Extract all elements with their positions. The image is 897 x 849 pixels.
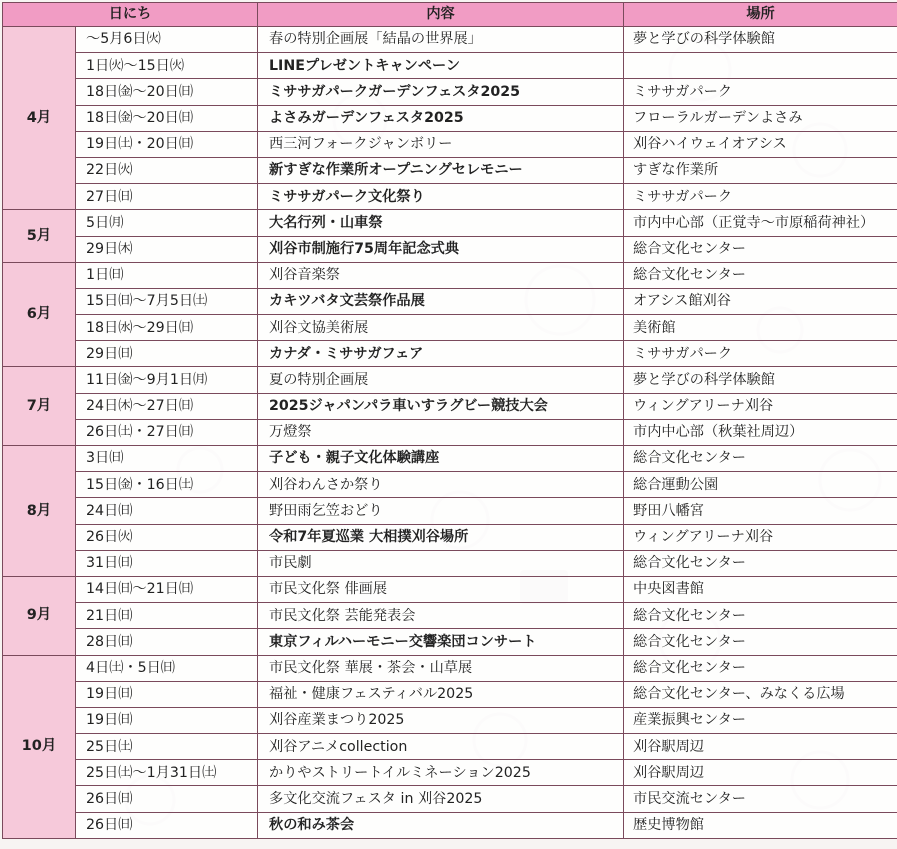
table-row (3, 603, 897, 629)
event-date: 14日㈰～21日㈰ (76, 576, 258, 602)
event-content: 新すぎな作業所オープニングセレモニー (258, 157, 624, 183)
event-place: ウィングアリーナ刈谷 (624, 393, 897, 419)
event-content: カキツバタ文芸祭作品展 (258, 288, 624, 314)
table-row (3, 681, 897, 707)
event-place: 中央図書館 (624, 576, 897, 602)
event-content: 刈谷文協美術展 (258, 315, 624, 341)
month-label: 7月 (3, 367, 76, 446)
month-label: 5月 (3, 210, 76, 262)
table-row (3, 210, 897, 236)
event-place: ミササガパーク (624, 184, 897, 210)
event-content: 秋の和み茶会 (258, 812, 624, 838)
month-label: 6月 (3, 262, 76, 367)
table-row (3, 288, 897, 314)
event-place: 刈谷駅周辺 (624, 734, 897, 760)
event-date: 27日㈰ (76, 184, 258, 210)
event-place: 歴史博物館 (624, 812, 897, 838)
event-date: 31日㈰ (76, 550, 258, 576)
event-place: 夢と学びの科学体験館 (624, 367, 897, 393)
event-content: 野田雨乞笠おどり (258, 498, 624, 524)
event-content: 令和7年夏巡業 大相撲刈谷場所 (258, 524, 624, 550)
event-date: 25日㈯ (76, 734, 258, 760)
event-date: 29日㈭ (76, 236, 258, 262)
event-place: オアシス館刈谷 (624, 288, 897, 314)
event-place: 市内中心部（正覚寺～市原稲荷神社） (624, 210, 897, 236)
table-row (3, 524, 897, 550)
event-date: 25日㈯～1月31日㈯ (76, 760, 258, 786)
header-place: 場所 (624, 3, 897, 27)
event-date: 19日㈰ (76, 707, 258, 733)
event-content: 東京フィルハーモニー交響楽団コンサート (258, 629, 624, 655)
event-content: よさみガーデンフェスタ2025 (258, 105, 624, 131)
table-row (3, 446, 897, 472)
table-row (3, 105, 897, 131)
table-row (3, 53, 897, 79)
event-place: 総合文化センター (624, 446, 897, 472)
event-date: 18日㈮～20日㈰ (76, 105, 258, 131)
event-date: 19日㈯・20日㈰ (76, 131, 258, 157)
event-place: 総合文化センター (624, 236, 897, 262)
header-content: 内容 (258, 3, 624, 27)
event-place: 野田八幡宮 (624, 498, 897, 524)
event-content: 市民劇 (258, 550, 624, 576)
table-row (3, 79, 897, 105)
event-date: 29日㈰ (76, 341, 258, 367)
table-row (3, 367, 897, 393)
table-row (3, 315, 897, 341)
event-date: 26日㈯・27日㈰ (76, 419, 258, 445)
event-place: ミササガパーク (624, 79, 897, 105)
table-header-row (3, 3, 897, 27)
table-row (3, 734, 897, 760)
event-date: 24日㈰ (76, 498, 258, 524)
table-row (3, 262, 897, 288)
table-row (3, 236, 897, 262)
event-place: 刈谷駅周辺 (624, 760, 897, 786)
event-content: カナダ・ミササガフェア (258, 341, 624, 367)
event-date: 3日㈰ (76, 446, 258, 472)
table-row (3, 760, 897, 786)
event-place (624, 53, 897, 79)
event-place: ミササガパーク (624, 341, 897, 367)
event-date: 15日㈮・16日㈯ (76, 472, 258, 498)
event-content: 市民文化祭 芸能発表会 (258, 603, 624, 629)
event-content: 福祉・健康フェスティバル2025 (258, 681, 624, 707)
event-content: ミササガパーク文化祭り (258, 184, 624, 210)
event-content: 西三河フォークジャンボリー (258, 131, 624, 157)
event-date: 22日㈫ (76, 157, 258, 183)
table-row (3, 786, 897, 812)
month-label: 9月 (3, 576, 76, 655)
event-place: 夢と学びの科学体験館 (624, 27, 897, 53)
event-place: 総合文化センター (624, 262, 897, 288)
event-date: 19日㈰ (76, 681, 258, 707)
table-row (3, 812, 897, 838)
event-place: フローラルガーデンよさみ (624, 105, 897, 131)
event-place: 総合文化センター (624, 603, 897, 629)
event-content: LINEプレゼントキャンペーン (258, 53, 624, 79)
event-date: 24日㈭～27日㈰ (76, 393, 258, 419)
event-content: 子ども・親子文化体験講座 (258, 446, 624, 472)
event-content: 多文化交流フェスタ in 刈谷2025 (258, 786, 624, 812)
event-content: ミササガパークガーデンフェスタ2025 (258, 79, 624, 105)
event-schedule-table (2, 2, 897, 839)
event-content: 刈谷アニメcollection (258, 734, 624, 760)
event-content: 大名行列・山車祭 (258, 210, 624, 236)
event-date: 4日㈯・5日㈰ (76, 655, 258, 681)
event-date: 28日㈰ (76, 629, 258, 655)
event-place: 総合文化センター (624, 655, 897, 681)
event-date: 1日㈰ (76, 262, 258, 288)
event-place: ウィングアリーナ刈谷 (624, 524, 897, 550)
month-label: 4月 (3, 27, 76, 210)
event-date: 21日㈰ (76, 603, 258, 629)
table-row (3, 27, 897, 53)
table-row (3, 184, 897, 210)
event-date: 18日㈬～29日㈰ (76, 315, 258, 341)
table-row (3, 157, 897, 183)
table-body (3, 27, 897, 839)
event-place: 総合文化センター (624, 550, 897, 576)
event-date: 26日㈫ (76, 524, 258, 550)
header-date: 日にち (3, 3, 258, 27)
event-place: 刈谷ハイウェイオアシス (624, 131, 897, 157)
event-content: 2025ジャパンパラ車いすラグビー競技大会 (258, 393, 624, 419)
event-place: 産業振興センター (624, 707, 897, 733)
table-row (3, 341, 897, 367)
table-row (3, 655, 897, 681)
table-row (3, 550, 897, 576)
event-place: すぎな作業所 (624, 157, 897, 183)
event-date: 26日㈰ (76, 812, 258, 838)
event-place: 総合文化センター、みなくる広場 (624, 681, 897, 707)
event-date: 11日㈮～9月1日㈪ (76, 367, 258, 393)
table-row (3, 472, 897, 498)
event-content: 刈谷市制施行75周年記念式典 (258, 236, 624, 262)
event-content: 万燈祭 (258, 419, 624, 445)
event-content: 市民文化祭 俳画展 (258, 576, 624, 602)
table-row (3, 498, 897, 524)
event-date: 5日㈪ (76, 210, 258, 236)
event-date: 15日㈰～7月5日㈯ (76, 288, 258, 314)
month-label: 8月 (3, 446, 76, 577)
event-date: 26日㈰ (76, 786, 258, 812)
event-place: 総合文化センター (624, 629, 897, 655)
month-label: 10月 (3, 655, 76, 838)
event-content: 夏の特別企画展 (258, 367, 624, 393)
event-content: 刈谷産業まつり2025 (258, 707, 624, 733)
event-date: ～5月6日㈫ (76, 27, 258, 53)
event-place: 美術館 (624, 315, 897, 341)
event-content: 刈谷音楽祭 (258, 262, 624, 288)
table-row (3, 576, 897, 602)
table-row (3, 131, 897, 157)
event-place: 市民交流センター (624, 786, 897, 812)
table-row (3, 419, 897, 445)
event-content: 市民文化祭 華展・茶会・山草展 (258, 655, 624, 681)
table-row (3, 393, 897, 419)
event-place: 総合運動公園 (624, 472, 897, 498)
event-content: 春の特別企画展「結晶の世界展」 (258, 27, 624, 53)
event-place: 市内中心部（秋葉社周辺） (624, 419, 897, 445)
event-date: 18日㈮～20日㈰ (76, 79, 258, 105)
table-row (3, 629, 897, 655)
table-row (3, 707, 897, 733)
event-content: かりやストリートイルミネーション2025 (258, 760, 624, 786)
event-content: 刈谷わんさか祭り (258, 472, 624, 498)
event-date: 1日㈫～15日㈫ (76, 53, 258, 79)
